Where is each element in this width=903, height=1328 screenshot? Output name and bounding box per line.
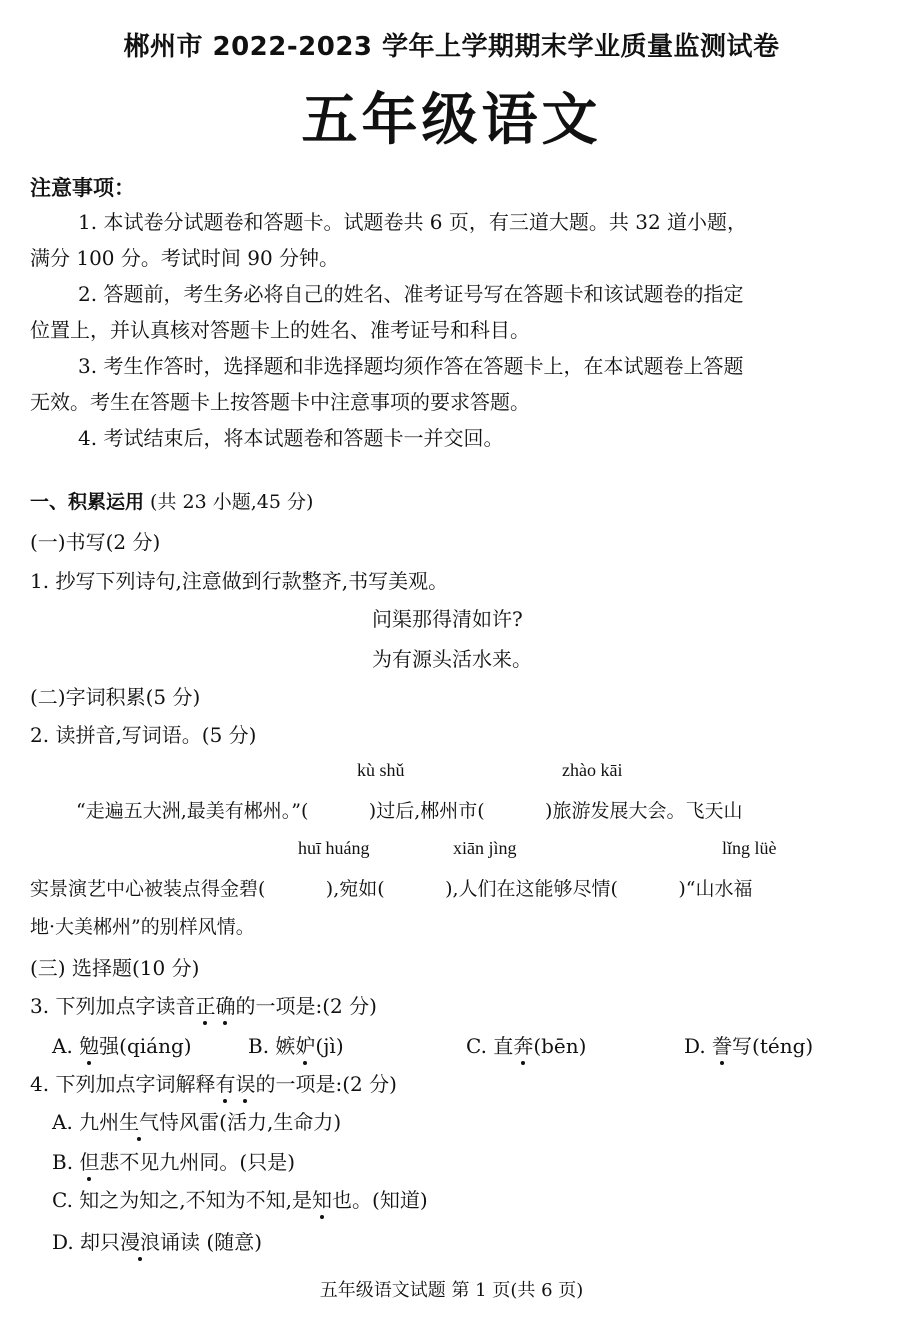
q3-option-c [466, 1030, 586, 1059]
q4-c-post: 也。(知道) [332, 1188, 428, 1212]
q4-d-dot: 漫浪 [120, 1226, 160, 1255]
part-vocab: (二)字词积累(5 分) [30, 685, 201, 709]
part-choice: (三) 选择题(10 分) [30, 956, 200, 980]
notice-item-3-line-2: 无效。考生在答题卡上按答题卡中注意事项的要求答题。 [30, 390, 530, 414]
page-footer: 五年级语文试题 第 1 页(共 6 页) [319, 1280, 584, 1301]
q3-c-pre: C. 直 [466, 1034, 514, 1058]
question-4 [30, 1068, 397, 1097]
q3-b-pre: B. 嫉 [248, 1034, 296, 1058]
q4-d-pre: D. 却只 [52, 1230, 121, 1254]
q3-stem-b: 的一项是:(2 分) [235, 994, 377, 1018]
q3-d-dot: 誊 [712, 1030, 732, 1059]
q4-option-a [52, 1106, 341, 1135]
q3-d-pre: D. [684, 1034, 713, 1058]
fill-text-line-2: 实景演艺中心被装点得金碧( ),宛如( ),人们在这能够尽情( )“山水福 [30, 878, 753, 900]
fill-text-line-3: 地·大美郴州”的别样风情。 [30, 916, 255, 938]
q3-c-dot: 奔 [513, 1030, 533, 1059]
pinyin-zhaokai: zhào kāi [562, 760, 623, 780]
exam-title: 郴州市 2022-2023 学年上学期期末学业质量监测试卷 [123, 32, 780, 62]
pinyin-huihuang: huī huáng [298, 838, 370, 858]
q4-c-pre: C. 知之为知之,不知为不知,是 [52, 1188, 313, 1212]
notice-item-2-line-2: 位置上，并认真核对答题卡上的姓名、准考证号和科目。 [30, 318, 530, 342]
pinyin-kushu: kù shǔ [357, 760, 405, 780]
q4-d-post: 诵读 (随意) [160, 1230, 263, 1254]
q4-a-post: 恃风雷(活力,生命力) [159, 1110, 342, 1134]
q3-b-dot: 妒 [295, 1030, 315, 1059]
question-2: 2. 读拼音,写词语。(5 分) [30, 723, 257, 747]
q4-dotted-char-1: 有 [215, 1068, 235, 1097]
q3-b-post: (jì) [315, 1034, 344, 1058]
q3-c-post: (bēn) [533, 1034, 587, 1058]
notice-item-1-line-2: 满分 100 分。考试时间 90 分钟。 [30, 246, 340, 270]
section-heading [30, 487, 313, 514]
q4-b-dot: 但 [79, 1146, 99, 1175]
q4-a-dot: 生气 [119, 1106, 159, 1135]
q4-c-dot: 知 [312, 1184, 332, 1213]
q4-dotted-char-2: 误 [235, 1068, 255, 1097]
q4-b-post: 悲不见九州同。(只是) [99, 1150, 296, 1174]
section-heading-rest: (共 23 小题,45 分) [144, 491, 314, 513]
notice-heading: 注意事项： [30, 176, 135, 200]
notice-item-4-line-1: 4. 考试结束后，将本试题卷和答题卡一并交回。 [78, 426, 504, 450]
q3-a-dot: 勉 [79, 1030, 99, 1059]
q3-option-d [684, 1030, 813, 1059]
q4-option-c [52, 1184, 428, 1213]
q3-option-a [52, 1030, 192, 1059]
pinyin-xianjing: xiān jìng [453, 838, 517, 858]
q3-dotted-char-1: 正 [195, 990, 215, 1019]
subject-title: 五年级语文 [301, 88, 602, 153]
q3-stem-a: 3. 下列加点字读音 [30, 994, 196, 1018]
notice-item-2-line-1: 2. 答题前，考生务必将自己的姓名、准考证号写在答题卡和该试题卷的指定 [78, 282, 744, 306]
q3-d-post: 写(téng) [732, 1034, 814, 1058]
q4-stem-b: 的一项是:(2 分) [255, 1072, 397, 1096]
q4-a-pre: A. 九州 [52, 1110, 120, 1134]
q4-b-pre: B. [52, 1150, 80, 1174]
section-heading-bold: 一、积累运用 [30, 491, 145, 513]
q3-a-pre: A. [52, 1034, 80, 1058]
poem-line-1: 问渠那得清如许? [372, 607, 523, 631]
q3-dotted-char-2: 确 [215, 990, 235, 1019]
question-3 [30, 990, 377, 1019]
poem-line-2: 为有源头活水来。 [372, 647, 532, 671]
q4-stem-a: 4. 下列加点字词解释 [30, 1072, 216, 1096]
q4-option-d [52, 1226, 262, 1255]
q3-a-post: 强(qiáng) [99, 1034, 192, 1058]
part-writing: (一)书写(2 分) [30, 530, 161, 554]
notice-item-1-line-1: 1. 本试卷分试题卷和答题卡。试题卷共 6 页，有三道大题。共 32 道小题， [78, 210, 748, 234]
question-1: 1. 抄写下列诗句,注意做到行款整齐,书写美观。 [30, 569, 449, 593]
notice-item-3-line-1: 3. 考生作答时，选择题和非选择题均须作答在答题卡上，在本试题卷上答题 [78, 354, 744, 378]
q3-option-b [248, 1030, 344, 1059]
pinyin-linglue: lǐng lüè [722, 838, 777, 858]
q4-option-b [52, 1146, 295, 1175]
fill-text-line-1: “走遍五大洲,最美有郴州。”( )过后,郴州市( )旅游发展大会。飞天山 [76, 800, 743, 822]
